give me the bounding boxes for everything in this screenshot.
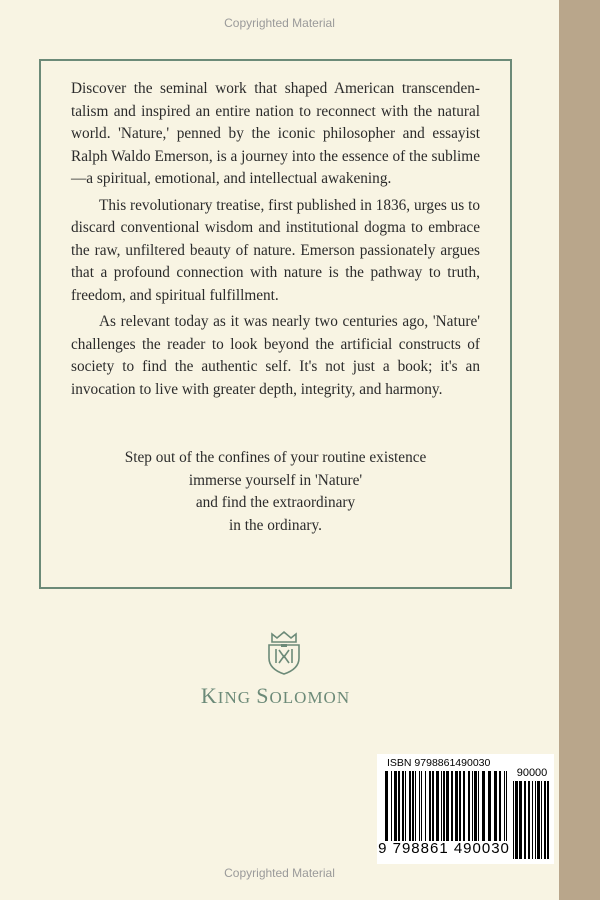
closing-line-1: Step out of the confines of your routine existence xyxy=(124,449,427,466)
blurb-box xyxy=(39,59,512,589)
ean-digits: 9 798861 490030 xyxy=(378,840,510,857)
blurb-paragraph-3: As relevant today as it was nearly two centuries ago, 'Nature' challenges the reader to look beyond the artificial constructs of society to find the authentic self. It's not just a book; it's an invocation to live with greater depth, integrity, and harmony. xyxy=(71,313,480,398)
blurb-paragraph-2: This revolutionary treatise, first published in 1836, urges us to discard conventional wisdom and institutional dogma to embrace the raw, unfiltered beauty of nature. Emerson passionately argues that a profound connection with nature is the pathway to truth, freedom, and spiritual fulfillment. xyxy=(71,196,480,304)
blurb-paragraph-1: Discover the seminal work that shaped American transcendentalism and inspired an entire nation to reconnect with the natural world. 'Nature,' penned by the iconic philosopher and essayist Ralph Waldo Emerson, is a journey into the essence of the sublime—a spiritual, emotional, and intellectual awakening. xyxy=(71,80,480,187)
closing-line-3: and find the extraordinary xyxy=(195,494,356,511)
spine-edge xyxy=(559,0,600,900)
isbn-label: ISBN 9798861490030 xyxy=(387,757,491,769)
closing-verse xyxy=(71,447,480,537)
addon-digits: 90000 xyxy=(516,767,548,779)
publisher-name: KING SOLOMON xyxy=(200,683,351,708)
ean-barcode xyxy=(385,771,507,841)
copyright-watermark-top: Copyrighted Material xyxy=(224,16,335,30)
barcode-box xyxy=(377,754,554,864)
copyright-watermark-bottom: Copyrighted Material xyxy=(224,866,335,880)
addon-barcode xyxy=(513,781,551,859)
crown-shield-icon xyxy=(264,630,304,676)
closing-line-2: immerse yourself in 'Nature' xyxy=(188,471,363,489)
closing-line-4: in the ordinary. xyxy=(229,516,322,534)
